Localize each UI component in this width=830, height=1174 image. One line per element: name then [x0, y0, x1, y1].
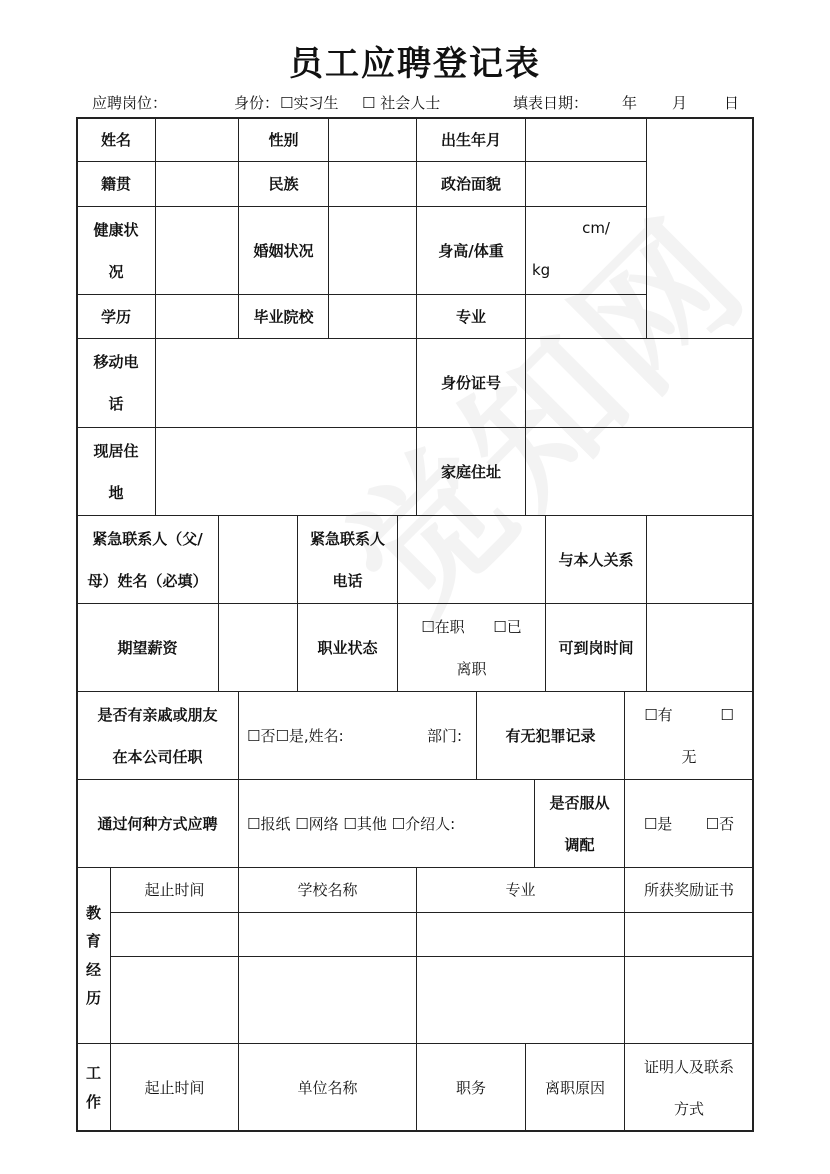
- label-health: 健康状 况: [77, 207, 156, 295]
- edu-header-awards: 所获奖励证书: [625, 868, 754, 913]
- weight-unit: kg: [532, 261, 551, 279]
- relatives-options[interactable]: [239, 692, 477, 780]
- label-id-number: 身份证号: [417, 339, 526, 428]
- criminal-options[interactable]: ☐有 ☐ 无: [625, 692, 754, 780]
- label-obey: 是否服从 调配: [535, 780, 625, 868]
- label-school: 毕业院校: [239, 295, 329, 339]
- edu-header-period: 起止时间: [111, 868, 239, 913]
- relatives-checkboxes[interactable]: ☐否☐是,姓名:: [247, 726, 344, 745]
- edu-row-1-major[interactable]: [417, 913, 625, 957]
- input-salary[interactable]: [219, 604, 298, 692]
- photo-box[interactable]: [647, 118, 754, 339]
- input-relation[interactable]: [647, 516, 754, 604]
- label-work-history: 工 作: [77, 1044, 111, 1132]
- label-channel: 通过何种方式应聘: [77, 780, 239, 868]
- height-unit: cm/: [582, 219, 610, 237]
- date-label: 填表日期：: [513, 94, 589, 112]
- date-day: 日: [724, 94, 740, 112]
- label-relation: 与本人关系: [546, 516, 647, 604]
- identity-social-checkbox[interactable]: ☐ 社会人士: [362, 94, 441, 112]
- work-header-reason: 离职原因: [526, 1044, 625, 1132]
- label-emergency-phone: 紧急联系人 电话: [298, 516, 398, 604]
- job-status-options[interactable]: ☐在职 ☐已 离职: [398, 604, 546, 692]
- label-available: 可到岗时间: [546, 604, 647, 692]
- label-mobile: 移动电 话: [77, 339, 156, 428]
- input-emergency-name[interactable]: [219, 516, 298, 604]
- work-header-reference: 证明人及联系 方式: [625, 1044, 754, 1132]
- edu-row-2-major[interactable]: [417, 957, 625, 1044]
- edu-header-major: 专业: [417, 868, 625, 913]
- work-header-period: 起止时间: [111, 1044, 239, 1132]
- edu-row-1-awards[interactable]: [625, 913, 754, 957]
- input-political-status[interactable]: [526, 162, 647, 207]
- form-title: 员工应聘登记表: [289, 44, 541, 84]
- channel-options[interactable]: ☐报纸 ☐网络 ☐其他 ☐介绍人:: [239, 780, 535, 868]
- input-education[interactable]: [156, 295, 239, 339]
- work-header-company: 单位名称: [239, 1044, 417, 1132]
- label-marital: 婚姻状况: [239, 207, 329, 295]
- label-height-weight: 身高/体重: [417, 207, 526, 295]
- work-header-title: 职务: [417, 1044, 526, 1132]
- label-gender: 性别: [239, 118, 329, 162]
- label-salary: 期望薪资: [77, 604, 219, 692]
- label-relatives: 是否有亲戚或朋友 在本公司任职: [77, 692, 239, 780]
- input-major[interactable]: [526, 295, 647, 339]
- label-birth: 出生年月: [417, 118, 526, 162]
- label-job-status: 职业状态: [298, 604, 398, 692]
- input-school[interactable]: [329, 295, 417, 339]
- label-home-address: 家庭住址: [417, 428, 526, 516]
- label-criminal: 有无犯罪记录: [477, 692, 625, 780]
- label-ethnicity: 民族: [239, 162, 329, 207]
- edu-header-school: 学校名称: [239, 868, 417, 913]
- input-native-place[interactable]: [156, 162, 239, 207]
- edu-row-1-period[interactable]: [111, 913, 239, 957]
- input-name[interactable]: [156, 118, 239, 162]
- edu-row-2-period[interactable]: [111, 957, 239, 1044]
- label-education: 学历: [77, 295, 156, 339]
- label-name: 姓名: [77, 118, 156, 162]
- label-emergency-name: 紧急联系人（父/ 母）姓名（必填）: [77, 516, 219, 604]
- position-label: 应聘岗位：: [92, 94, 168, 112]
- identity-intern-checkbox[interactable]: ☐实习生: [280, 94, 339, 112]
- input-current-address[interactable]: [156, 428, 417, 516]
- edu-row-1-school[interactable]: [239, 913, 417, 957]
- input-marital[interactable]: [329, 207, 417, 295]
- label-major: 专业: [417, 295, 526, 339]
- label-education-history: 教 育 经 历: [77, 868, 111, 1044]
- edu-row-2-school[interactable]: [239, 957, 417, 1044]
- input-id-number[interactable]: [526, 339, 754, 428]
- input-height-weight[interactable]: [526, 207, 647, 295]
- department-label: 部门:: [426, 726, 462, 745]
- edu-row-2-awards[interactable]: [625, 957, 754, 1044]
- label-political-status: 政治面貌: [417, 162, 526, 207]
- input-ethnicity[interactable]: [329, 162, 417, 207]
- input-home-address[interactable]: [526, 428, 754, 516]
- identity-label: 身份：: [234, 94, 280, 112]
- input-gender[interactable]: [329, 118, 417, 162]
- label-current-address: 现居住 地: [77, 428, 156, 516]
- input-mobile[interactable]: [156, 339, 417, 428]
- label-native-place: 籍贯: [77, 162, 156, 207]
- date-month: 月: [672, 94, 688, 112]
- input-available[interactable]: [647, 604, 754, 692]
- input-health[interactable]: [156, 207, 239, 295]
- input-birth[interactable]: [526, 118, 647, 162]
- date-year: 年: [622, 94, 638, 112]
- obey-options[interactable]: ☐是 ☐否: [625, 780, 754, 868]
- input-emergency-phone[interactable]: [398, 516, 546, 604]
